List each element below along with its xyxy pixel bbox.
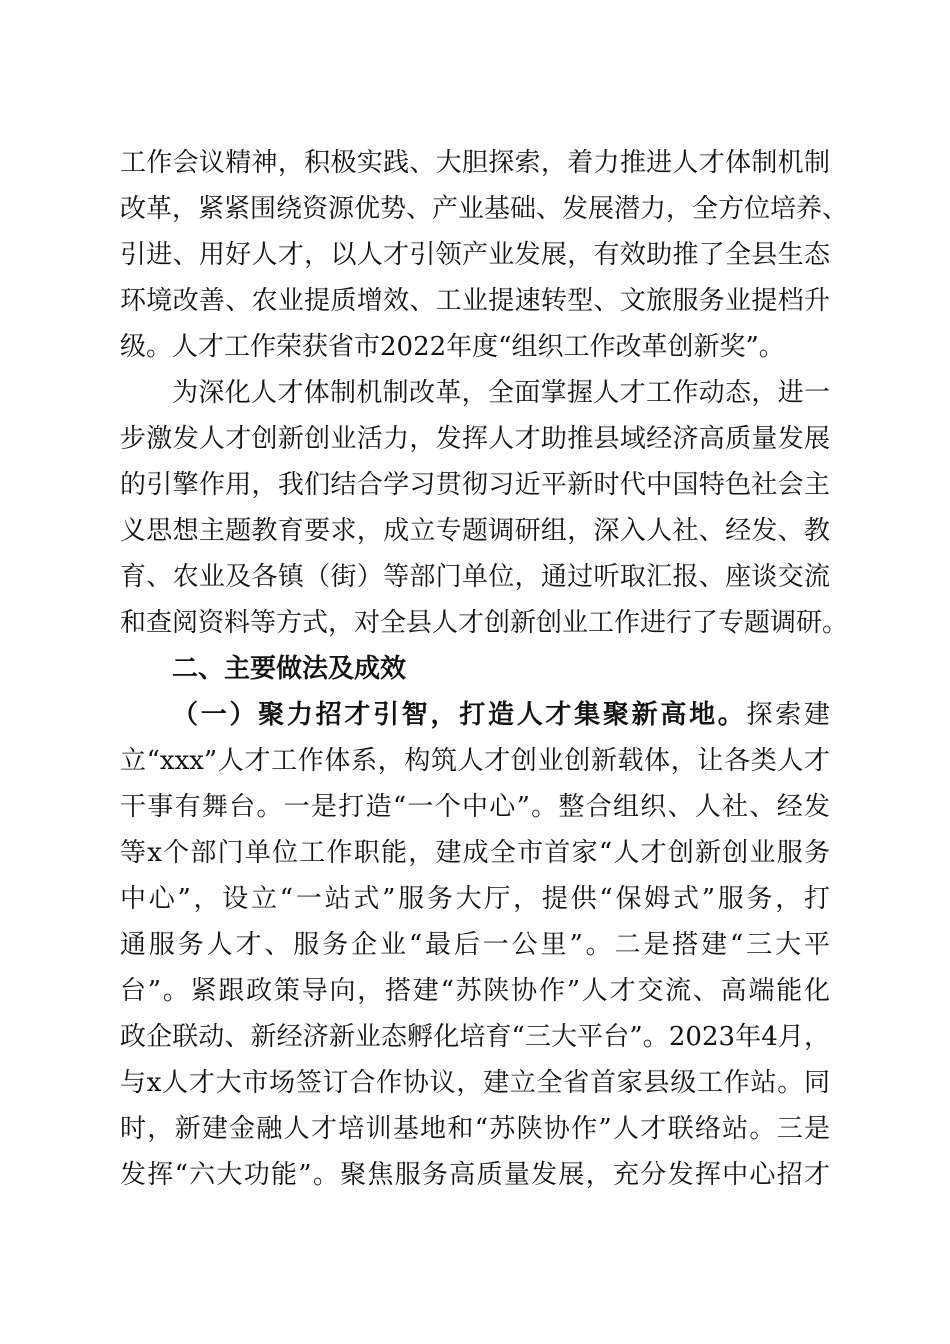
section-heading: 二、主要做法及成效: [172, 654, 407, 684]
paragraph-line: 育、农业及各镇（街）等部门单位，通过听取汇报、座谈交流: [120, 562, 830, 592]
paragraph-line: 工作会议精神，积极实践、大胆探索，着力推进人才体制机制: [120, 148, 830, 178]
paragraph-line: 台”。紧跟政策导向，搭建“苏陕协作”人才交流、高端能化: [120, 976, 830, 1006]
paragraph-line: 引进、用好人才，以人才引领产业发展，有效助推了全县生态: [120, 240, 830, 270]
paragraph-line: 与x人才大市场签订合作协议，建立全省首家县级工作站。同: [120, 1068, 830, 1098]
subsection-heading: （一）聚力招才引智，打造人才集聚新高地。: [172, 700, 747, 730]
paragraph-line: 通服务人才、服务企业“最后一公里”。二是搭建“三大平: [120, 930, 830, 960]
paragraph-line: 和查阅资料等方式，对全县人才创新创业工作进行了专题调研。: [120, 608, 849, 638]
paragraph-line: 级。人才工作荣获省市2022年度“组织工作改革创新奖”。: [120, 332, 785, 362]
paragraph-line: 等x个部门单位工作职能，建成全市首家“人才创新创业服务: [120, 838, 830, 868]
paragraph-line: 的引擎作用，我们结合学习贯彻习近平新时代中国特色社会主: [120, 470, 830, 500]
paragraph-line: 环境改善、农业提质增效、工业提速转型、文旅服务业提档升: [120, 286, 830, 316]
paragraph-line: 为深化人才体制机制改革，全面掌握人才工作动态，进一: [172, 378, 830, 408]
lead-text: 探索建: [746, 700, 830, 730]
paragraph-line: 时，新建金融人才培训基地和“苏陕协作”人才联络站。三是: [120, 1114, 830, 1144]
paragraph-line: 立“xxx”人才工作体系，构筑人才创业创新载体，让各类人才: [120, 746, 830, 776]
paragraph-line: 义思想主题教育要求，成立专题调研组，深入人社、经发、教: [120, 516, 830, 546]
paragraph-line: 步激发人才创新创业活力，发挥人才助推县域经济高质量发展: [120, 424, 830, 454]
paragraph-line: 发挥“六大功能”。聚焦服务高质量发展，充分发挥中心招才: [120, 1160, 830, 1190]
paragraph-line: 干事有舞台。一是打造“一个中心”。整合组织、人社、经发: [120, 792, 830, 822]
paragraph-line: 中心”，设立“一站式”服务大厅，提供“保姆式”服务，打: [120, 884, 830, 914]
paragraph-lead-line: [172, 695, 830, 735]
paragraph-line: 政企联动、新经济新业态孵化培育“三大平台”。2023年4月，: [120, 1022, 830, 1052]
paragraph-line: 改革，紧紧围绕资源优势、产业基础、发展潜力，全方位培养、: [120, 194, 849, 224]
